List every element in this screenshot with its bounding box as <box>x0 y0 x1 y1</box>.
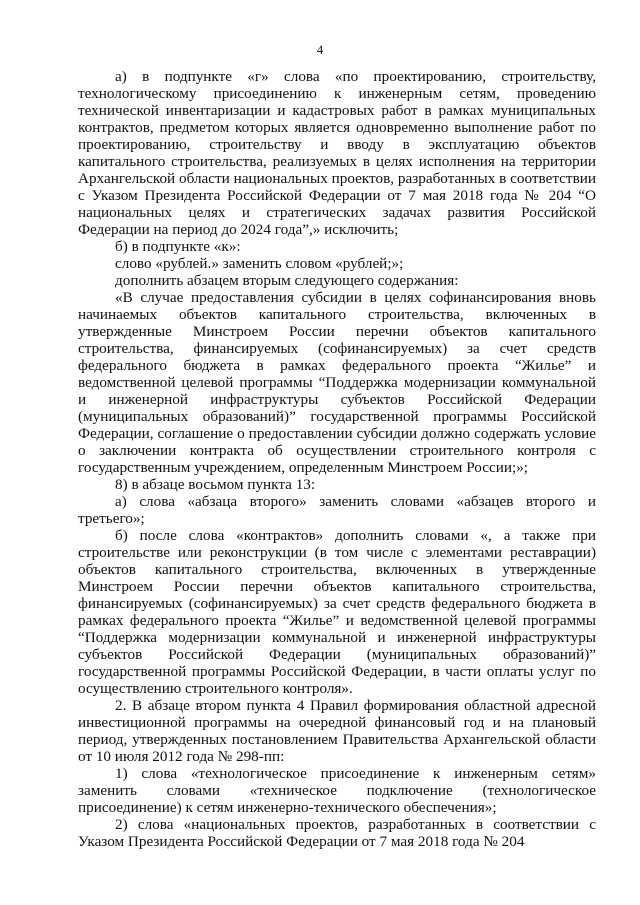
paragraph-section-2-item-2: 2) слова «национальных проектов, разработанных в соответствии с Указом Президента Российской Федерации от 7 мая 2018 года № 204 <box>78 816 596 850</box>
paragraph-add-abzac: дополнить абзацем вторым следующего содержания: <box>115 272 459 289</box>
paragraph-section-2-item-1: 1) слова «технологическое присоединение к инженерным сетям» заменить словами «техническое подключение (технологическое присоединение) к сетям инженерно-технического обеспечения»; <box>78 765 596 816</box>
paragraph-item-a: а) в подпункте «г» слова «по проектированию, строительству, технологическому присоединению к инженерным сетям, проведению технической инвентаризации и кадастровых работ в рамках муниципальных контрактов, предметом которых является одновременно выполнение работ по проектированию, строительству и вводу в эксплуатацию объектов капитального строительства, реализуемых в целях исполнения на территории Архангельской области национальных проектов, разработанных в соответствии с Указом Президента Российской Федерации от 7 мая 2018 года № 204 “О национальных целях и стратегических задачах развития Российской Федерации на период до 2024 года”,» исключить; <box>78 68 596 238</box>
paragraph-quoted-subsidy: «В случае предоставления субсидии в целях софинансирования вновь начинаемых объектов капитального строительства, включенных в утвержденные Минстроем России перечни объектов капитального строительства, финансируемых (софинансируемых) за счет средств федерального бюджета в рамках федерального проекта “Жилье” и ведомственной целевой программы “Поддержка модернизации коммунальной и инженерной инфраструктуры субъектов Российской Федерации (муниципальных образований)” государственной программы Российской Федерации, соглашение о предоставлении субсидии должно содержать условие о заключении контракта об осуществлении строительного контроля с государственным учреждением, определенным Минстроем России;»; <box>78 289 596 476</box>
paragraph-item-8a: а) слова «абзаца второго» заменить словами «абзацев второго и третьего»; <box>78 493 596 527</box>
paragraph-replace-word: слово «рублей.» заменить словом «рублей;»; <box>115 255 404 272</box>
document-body <box>78 68 596 850</box>
paragraph-item-8: 8) в абзаце восьмом пункта 13: <box>115 476 316 493</box>
paragraph-section-2: 2. В абзаце втором пункта 4 Правил формирования областной адресной инвестиционной программы на очередной финансовый год и на плановый период, утвержденных постановлением Правительства Архангельской области от 10 июля 2012 года № 298-пп: <box>78 697 596 765</box>
page-number: 4 <box>316 42 324 57</box>
paragraph-item-b-heading: б) в подпункте «к»: <box>115 238 241 255</box>
paragraph-item-8b: б) после слова «контрактов» дополнить словами «, а также при строительстве или реконструкции (в том числе с элементами реставрации) объектов капитального строительства, включенных в утвержденные Минстроем России перечни объектов капитального строительства, финансируемых (софинансируемых) за счет средств федерального бюджета в рамках федерального проекта “Жилье” и ведомственной целевой программы “Поддержка модернизации коммунальной и инженерной инфраструктуры субъектов Российской Федерации (муниципальных образований)” государственной программы Российской Федерации, в части оплаты услуг по осуществлению строительного контроля». <box>78 527 596 697</box>
